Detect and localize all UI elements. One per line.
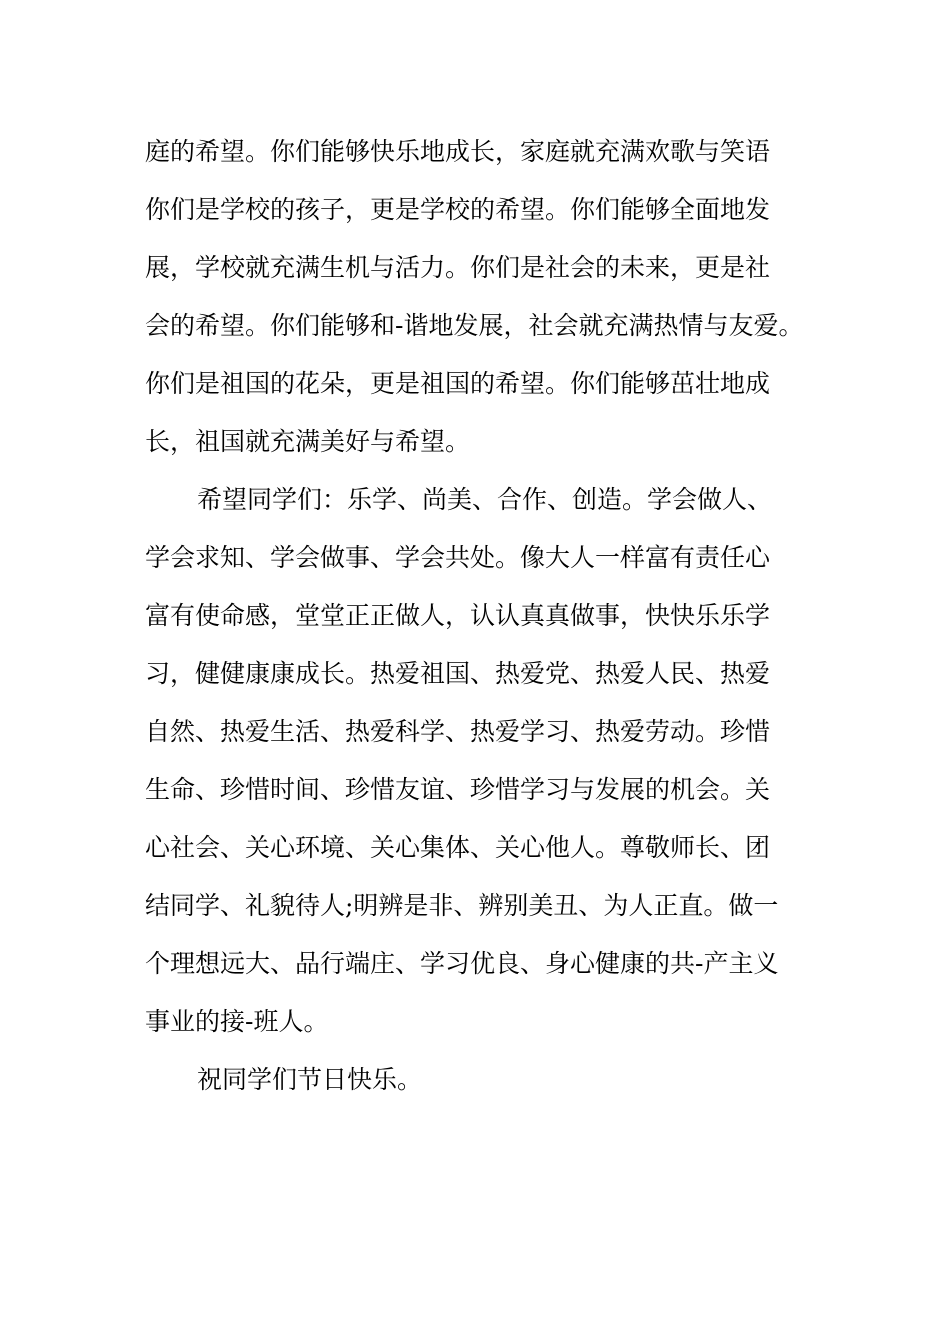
text-line-4: 会的希望。你们能够和-谐地发展，社会就充满热情与友爱。 bbox=[145, 311, 804, 340]
text-line-10: 习，健健康康成长。热爱祖国、热爱党、热爱人民、热爱 bbox=[145, 659, 771, 688]
closing-line: 祝同学们节日快乐。 bbox=[197, 1065, 423, 1094]
text-line-12: 生命、珍惜时间、珍惜友谊、珍惜学习与发展的机会。关 bbox=[145, 775, 771, 804]
text-line-15: 个理想远大、品行端庄、学习优良、身心健康的共-产主义 bbox=[145, 949, 779, 978]
text-line-3: 展，学校就充满生机与活力。你们是社会的未来，更是社 bbox=[145, 253, 771, 282]
text-line-8: 学会求知、学会做事、学会共处。像大人一样富有责任心 bbox=[145, 543, 771, 572]
text-line-5: 你们是祖国的花朵，更是祖国的希望。你们能够茁壮地成 bbox=[145, 369, 771, 398]
text-line-6: 长，祖国就充满美好与希望。 bbox=[145, 427, 471, 456]
text-line-13: 心社会、关心环境、关心集体、关心他人。尊敬师长、团 bbox=[145, 833, 771, 862]
text-line-9: 富有使命感，堂堂正正做人，认认真真做事，快快乐乐学 bbox=[145, 601, 771, 630]
text-line-14: 结同学、礼貌待人;明辨是非、辨别美丑、为人正直。做一 bbox=[145, 891, 779, 920]
text-line-16: 事业的接-班人。 bbox=[145, 1007, 329, 1036]
text-line-2: 你们是学校的孩子，更是学校的希望。你们能够全面地发 bbox=[145, 195, 771, 224]
text-line-11: 自然、热爱生活、热爱科学、热爱学习、热爱劳动。珍惜 bbox=[145, 717, 771, 746]
paragraph-2-first-line: 希望同学们：乐学、尚美、合作、创造。学会做人、 bbox=[197, 485, 773, 514]
text-line-1: 庭的希望。你们能够快乐地成长，家庭就充满欢歌与笑语 bbox=[145, 137, 771, 166]
